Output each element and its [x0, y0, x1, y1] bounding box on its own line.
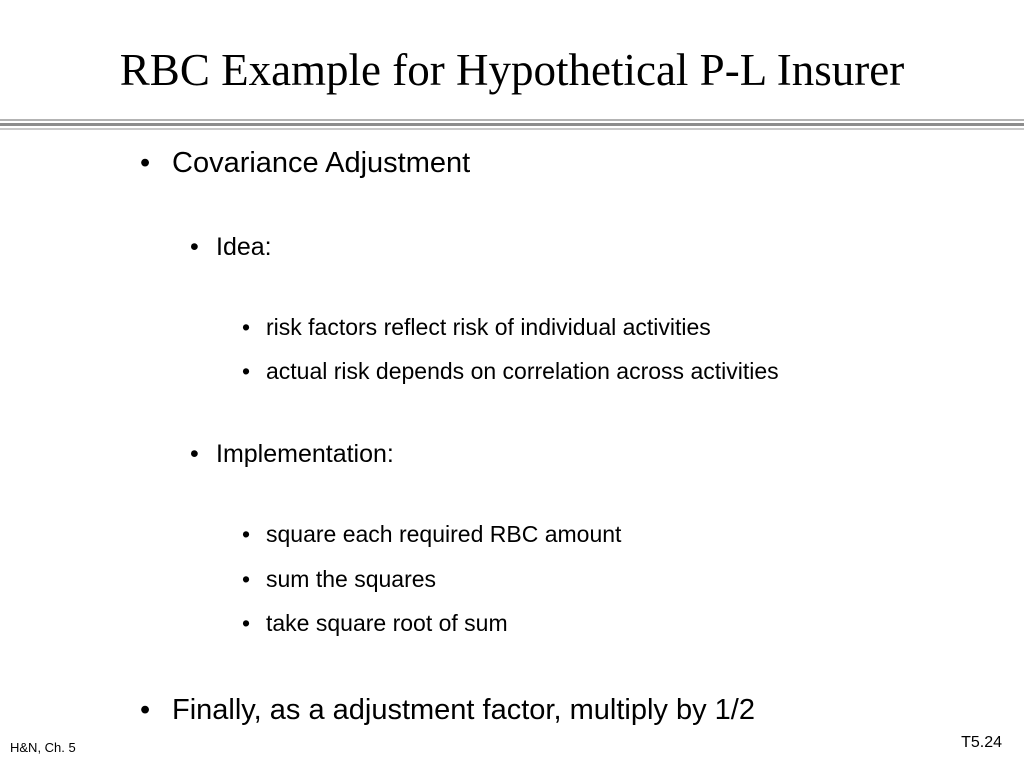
bullet-implementation: Implementation:	[216, 440, 394, 468]
bullet-dot: •	[242, 358, 251, 384]
title-divider-bottom	[0, 128, 1024, 130]
bullet-square-root: take square root of sum	[266, 610, 508, 636]
bullet-dot: •	[140, 694, 151, 726]
bullet-dot: •	[140, 147, 151, 179]
bullet-dot: •	[190, 233, 199, 261]
bullet-actual-risk: actual risk depends on correlation across activities	[266, 358, 779, 384]
bullet-dot: •	[242, 610, 251, 636]
title-divider-middle	[0, 123, 1024, 126]
bullet-idea: Idea:	[216, 233, 272, 261]
bullet-finally: Finally, as a adjustment factor, multiply by 1/2	[172, 694, 755, 726]
bullet-dot: •	[242, 314, 251, 340]
title-divider-top	[0, 119, 1024, 121]
footer-source: H&N, Ch. 5	[10, 740, 76, 755]
bullet-dot: •	[242, 521, 251, 547]
bullet-dot: •	[190, 440, 199, 468]
bullet-dot: •	[242, 566, 251, 592]
bullet-covariance-adjustment: Covariance Adjustment	[172, 147, 471, 179]
bullet-risk-factors: risk factors reflect risk of individual activities	[266, 314, 711, 340]
bullet-sum-squares: sum the squares	[266, 566, 437, 592]
slide-number: T5.24	[961, 734, 1002, 751]
slide-title: RBC Example for Hypothetical P-L Insurer	[119, 45, 905, 95]
bullet-square-each: square each required RBC amount	[266, 521, 622, 547]
